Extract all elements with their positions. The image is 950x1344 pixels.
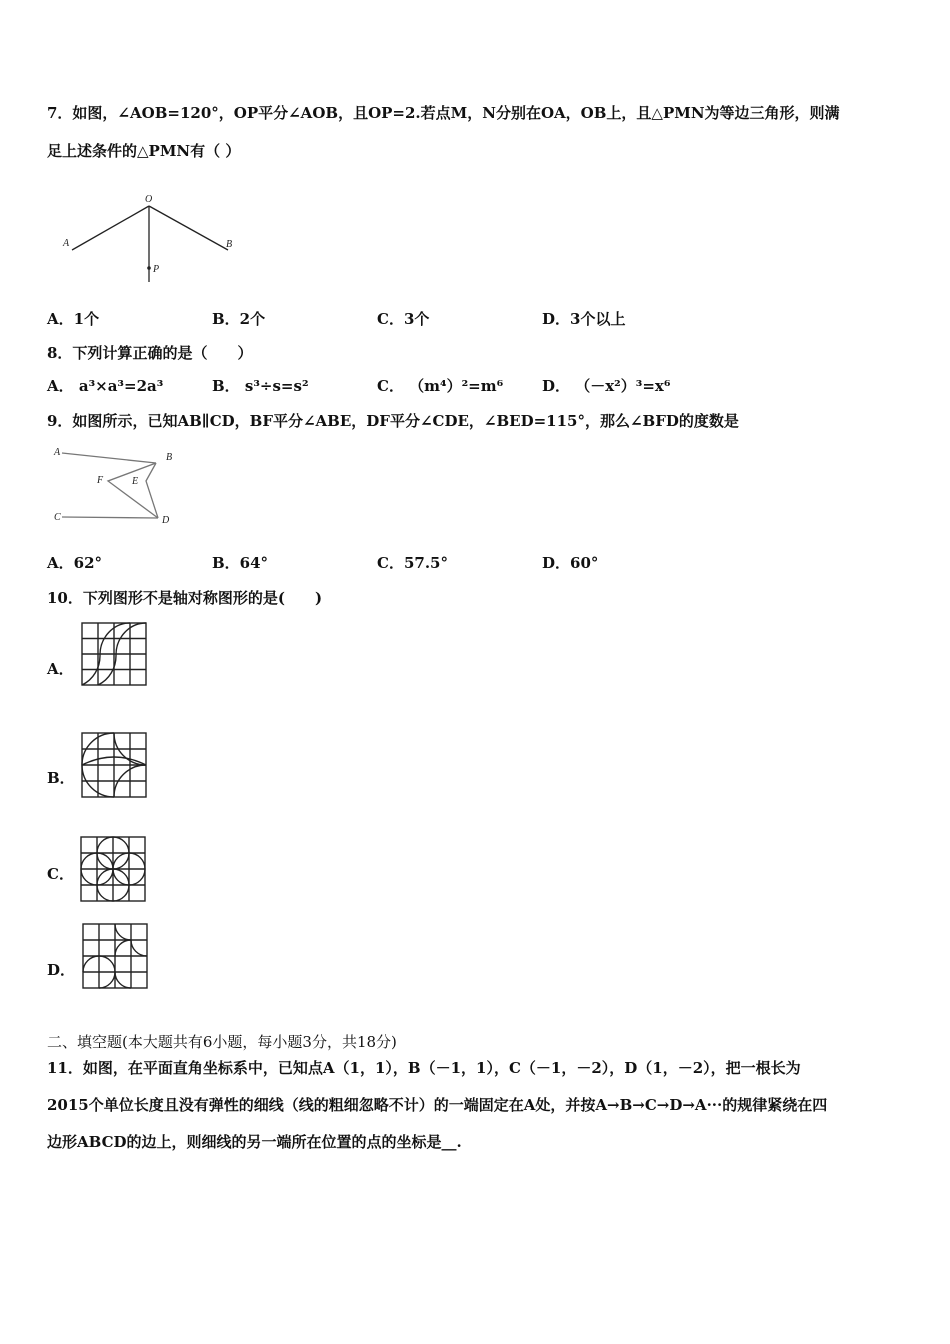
q10-stem: 10．下列图形不是轴对称图形的是( ): [47, 589, 323, 607]
section2-heading: 二、填空题(本大题共有6小题，每小题3分，共18分): [47, 1033, 397, 1051]
label-e: E: [132, 476, 139, 487]
q8-option-c: C． （m⁴）²=m⁶: [377, 377, 504, 395]
q10-label-a: A．: [47, 660, 74, 678]
q8-option-a: A． a³×a³=2a³: [47, 377, 164, 395]
label-a: A: [63, 238, 70, 249]
q9-option-c: C．57.5°: [377, 554, 448, 572]
q7-option-d: D．3个以上: [542, 310, 626, 328]
q7-option-b: B．2个: [212, 310, 266, 328]
line-cd: [62, 517, 158, 518]
label-f: F: [97, 475, 104, 486]
q7-angle-figure: [60, 192, 250, 287]
label-d: D: [162, 515, 170, 526]
q9-option-a: A．62°: [47, 554, 103, 572]
q10-figure-c: [79, 835, 147, 903]
q10-figure-a: [80, 621, 148, 687]
q9-option-b: B．64°: [212, 554, 269, 572]
q8-option-b: B． s³÷s=s²: [212, 377, 309, 395]
q10-label-d: D．: [47, 961, 76, 979]
line-ab: [62, 453, 156, 463]
q8-stem: 8．下列计算正确的是（ ）: [47, 344, 253, 362]
label-o: O: [145, 194, 153, 205]
q7-stem-line2: 足上述条件的△PMN有（ ）: [47, 142, 241, 160]
label-b: B: [166, 452, 173, 463]
q10-label-b: B．: [47, 769, 75, 787]
q7-stem-line1: 7．如图，∠AOB=120°，OP平分∠AOB，且OP=2.若点M，N分别在OA，OB上，且△PMN为等边三角形，则满: [47, 104, 840, 122]
q11-stem-line2: 2015个单位长度且没有弹性的细线（线的粗细忽略不计）的一端固定在A处，并按A→B→C→D→A···的规律紧绕在四: [47, 1096, 828, 1114]
q10-label-c: C．: [47, 865, 74, 883]
q9-parallel-figure: [50, 443, 190, 533]
q7-option-a: A．1个: [47, 310, 100, 328]
ray-ob: [149, 206, 228, 250]
q9-stem: 9．如图所示，已知AB∥CD，BF平分∠ABE，DF平分∠CDE，∠BED=115°，那么∠BFD的度数是: [47, 412, 739, 430]
path-bfd: [108, 463, 158, 518]
label-a: A: [54, 447, 61, 458]
label-b: B: [226, 239, 233, 250]
q9-option-d: D．60°: [542, 554, 599, 572]
q11-stem-line1: 11．如图，在平面直角坐标系中，已知点A（1，1），B（－1，1），C（－1，－2），D（1，－2），把一根长为: [47, 1059, 801, 1077]
q11-stem-line3: 边形ABCD的边上，则细线的另一端所在位置的点的坐标是__.: [47, 1133, 462, 1151]
q7-option-c: C．3个: [377, 310, 430, 328]
q8-option-d: D． （－x²）³=x⁶: [542, 377, 671, 395]
point-p: [147, 266, 151, 270]
label-p: P: [153, 264, 160, 275]
q10-figure-b: [80, 731, 148, 799]
ray-oa: [72, 206, 149, 250]
label-c: C: [54, 512, 61, 523]
q10-figure-d: [81, 922, 149, 990]
